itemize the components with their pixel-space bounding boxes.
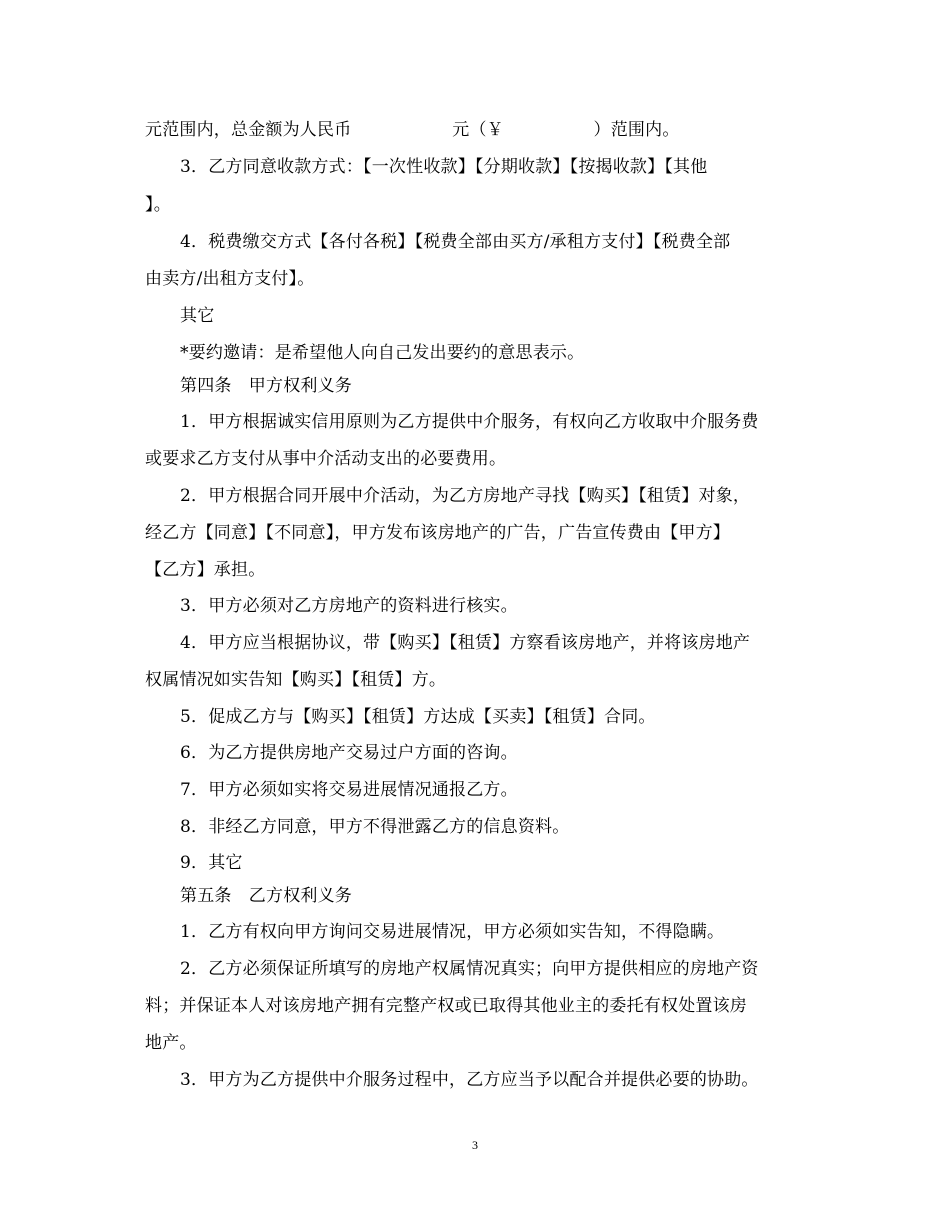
text-line: 3．甲方必须对乙方房地产的资料进行核实。 [180, 596, 518, 616]
text-line: 或要求乙方支付从事中介活动支出的必要费用。 [145, 449, 507, 469]
text-line: 4．甲方应当根据协议，带【购买】【租赁】方察看该房地产，并将该房地产 [180, 633, 751, 653]
text-line: 2．乙方必须保证所填写的房地产权属情况真实；向甲方提供相应的房地产资 [180, 959, 759, 979]
text-line: 5．促成乙方与【购买】【租赁】方达成【买卖】【租赁】合同。 [180, 707, 656, 727]
text-line: 1．甲方根据诚实信用原则为乙方提供中介服务，有权向乙方收取中介服务费 [180, 412, 759, 432]
section-heading: 第五条 乙方权利义务 [180, 886, 352, 906]
text-line: *要约邀请：是希望他人向自己发出要约的意思表示。 [180, 343, 585, 363]
text-line: 】。 [145, 195, 171, 215]
text-line: 9．其它 [180, 853, 243, 873]
text-line: 3．乙方同意收款方式：【一次性收款】【分期收款】【按揭收款】【其他 [180, 157, 708, 177]
page-number: 3 [472, 1138, 478, 1152]
text-line: 4．税费缴交方式【各付各税】【税费全部由买方/承租方支付】【税费全部 [180, 232, 731, 252]
text-line: 料；并保证本人对该房地产拥有完整产权或已取得其他业主的委托有权处置该房 [145, 996, 747, 1016]
text-line: 1．乙方有权向甲方询问交易进展情况，甲方必须如实告知，不得隐瞒。 [180, 922, 725, 942]
text-line: 其它 [180, 306, 215, 326]
text-line: 2．甲方根据合同开展中介活动，为乙方房地产寻找【购买】【租赁】对象， [180, 486, 751, 506]
text-line: 由卖方/出租方支付】。 [145, 269, 315, 289]
text-line: 7．甲方必须如实将交易进展情况通报乙方。 [180, 780, 518, 800]
text-line: 权属情况如实告知【购买】【租赁】方。 [145, 670, 447, 690]
text-line: 地产。 [145, 1033, 197, 1053]
text-line: 6．为乙方提供房地产交易过户方面的咨询。 [180, 743, 518, 763]
text-line: 经乙方【同意】【不同意】，甲方发布该房地产的广告，广告宣传费由【甲方】 [145, 523, 730, 543]
text-line: 8．非经乙方同意，甲方不得泄露乙方的信息资料。 [180, 817, 570, 837]
text-line: 【乙方】承担。 [145, 560, 266, 580]
text-line: 元范围内，总金额为人民币 元（￥ ）范围内。 [145, 120, 680, 140]
section-heading: 第四条 甲方权利义务 [180, 376, 352, 396]
text-line: 3．甲方为乙方提供中介服务过程中，乙方应当予以配合并提供必要的协助。 [180, 1070, 759, 1090]
